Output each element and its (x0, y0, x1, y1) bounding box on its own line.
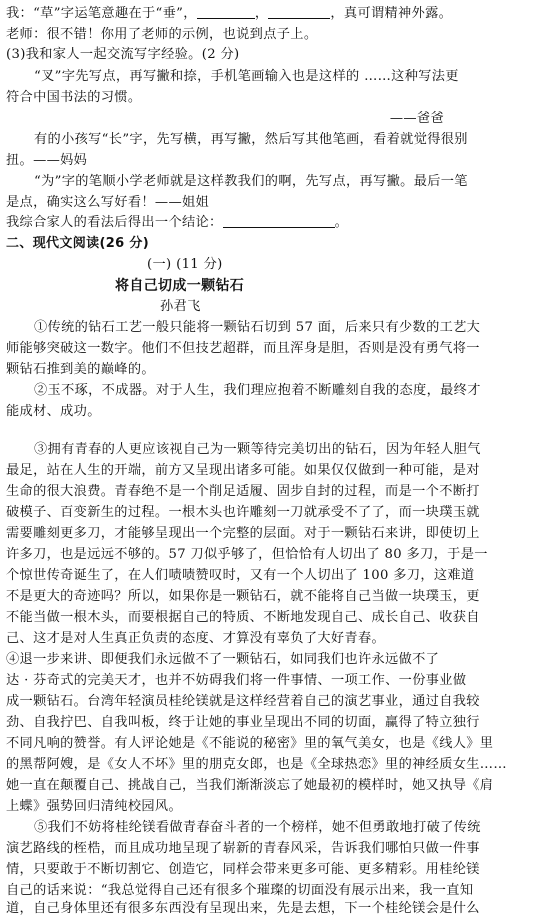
text-segment: 。 (334, 215, 349, 230)
text-line: 老师：很不错！你用了老师的示例，也说到点子上。 (6, 27, 318, 42)
text-line (6, 4, 550, 24)
paragraph-line: 许多刀，也是远远不够的。57 刀似乎够了，但恰恰有人切出了 80 多刀，于是一 (6, 547, 488, 562)
paragraph-line: ④退一步来讲、即便我们永远做不了一颗钻石，如同我们也许永远做不了 (6, 652, 440, 667)
paragraph-line: 达 · 芬奇式的完美天才，也并不妨碍我们将一件事情、一项工作、一份事业做 (6, 673, 467, 688)
paragraph-line: 颗钻石推到美的巅峰的。 (6, 362, 155, 377)
text-line: 扭。——妈妈 (6, 153, 88, 168)
paragraph-line: 劲、自我拧巴、自我叫板，终于让她的事业呈现出不同的切面，赢得了特立独行 (6, 715, 480, 730)
text-line: “为”字的笔顺小学老师就是这样教我们的啊，先写点，再写撇。最后一笔 (34, 174, 468, 189)
paragraph-line: 最足，站在人生的开端，前方又呈现出诸多可能。如果仅仅做到一种可能，是对 (6, 463, 480, 478)
paragraph-line: 己、这才是对人生真正负责的态度、才算没有辜负了大好青春。 (6, 631, 386, 646)
answer-blank[interactable] (268, 4, 330, 19)
paragraph-line: 演艺路线的桎梏，而且成功地呈现了崭新的青春风采，告诉我们哪怕只做一件事 (6, 841, 480, 856)
section-heading: 二、现代文阅读(26 分) (6, 236, 150, 251)
text-line: 符合中国书法的习惯。 (6, 90, 142, 105)
paragraph-line: 她一直在颠覆自己、挑战自己，当我们渐渐淡忘了她最初的模样时，她又执导《肩 (6, 778, 494, 793)
article-title: 将自己切成一颗钻石 (115, 278, 245, 294)
text-line: 有的小孩写“长”字，先写横，再写撇，然后写其他笔画，看着就觉得很别 (34, 132, 468, 147)
paragraph-line: 个惊世传奇诞生了，在人们啧啧赞叹时，又有一个人切出了 100 多刀，这难道 (6, 568, 475, 583)
paragraph-line: ③拥有青春的人更应该视自己为一颗等待完美切出的钻石，因为年轻人胆气 (34, 442, 481, 457)
answer-blank[interactable] (197, 4, 255, 19)
text-segment: ， (254, 6, 269, 21)
paragraph-line: 不能当做一根木头，而要根据自己的特质、不断地发现自己、成长自己、收获自 (6, 610, 480, 625)
paragraph-line: 上蝶》强势回归清纯校园风。 (6, 799, 182, 814)
paragraph-line: 需要雕刻更多刀，才能够呈现出一个完整的层面。对于一颗钻石来讲，即使切上 (6, 526, 480, 541)
question-line: (3)我和家人一起交流写字经验。(2 分) (6, 47, 240, 62)
article-author: 孙君飞 (160, 299, 201, 314)
text-line: “叉”字先写点，再写撇和捺，手机笔画输入也是这样的 ……这种写法更 (34, 69, 459, 84)
text-segment: ，真可谓精神外露。 (330, 6, 453, 21)
paragraph-line: 道，自己身体里还有很多东西没有呈现出来，先是去想，下一个桂纶镁会是什么 (6, 901, 480, 916)
text-segment: 我综合家人的看法后得出一个结论： (6, 215, 223, 230)
answer-blank[interactable] (223, 213, 335, 228)
attribution: ——爸爸 (389, 111, 444, 126)
paragraph-line: ⑤我们不妨将桂纶镁看做青春奋斗者的一个榜样，她不但勇敢地打破了传统 (34, 820, 481, 835)
paragraph-line: 师能够突破这一数字。他们不但技艺超群，而且浑身是胆，否则是没有勇气将一 (6, 341, 480, 356)
paragraph-line: ①传统的钻石工艺一般只能将一颗钻石切到 57 面，后来只有少数的工艺大 (34, 320, 481, 335)
paragraph-line: 生命的很大浪费。青春绝不是一个削足适履、固步自封的过程，而是一个不断打 (6, 484, 480, 499)
paragraph-line: 破模子、百变新生的过程。一根木头也许雕刻一刀就承受不了了，而一块璞玉就 (6, 505, 480, 520)
paragraph-line: 情，只要敢于不断切割它、创造它，同样会带来更多可能、更多精彩。用桂纶镁 (6, 862, 480, 877)
subsection-heading: (一) (11 分) (147, 257, 223, 272)
text-line (6, 213, 550, 233)
paragraph-line: 成一颗钻石。台湾年轻演员桂纶镁就是这样经营着自己的演艺事业，通过自我较 (6, 694, 480, 709)
paragraph-line: ②玉不琢，不成器。对于人生，我们理应抱着不断雕刻自我的态度，最终才 (34, 383, 481, 398)
paragraph-line: 不同凡响的赞誉。有人评论她是《不能说的秘密》里的氧气美女，也是《线人》里 (6, 736, 494, 751)
paragraph-line: 不是更大的奇迹吗？所以，如果你是一颗钻石，就不能将自己当做一块璞玉，更 (6, 589, 480, 604)
text-line: 是点，确实这么写好看！——姐姐 (6, 195, 210, 210)
paragraph-line: 的黑帮阿嫂，是《女人不坏》里的朋克女郎，也是《全球热恋》里的神经质女生…… (6, 757, 507, 772)
paragraph-line: 自己的话来说：“我总觉得自己还有很多个璀璨的切面没有展示出来，我一直知 (6, 883, 474, 898)
text-segment: 我：“草”字运笔意趣在于“垂”， (6, 6, 197, 21)
paragraph-line: 能成材、成功。 (6, 404, 101, 419)
